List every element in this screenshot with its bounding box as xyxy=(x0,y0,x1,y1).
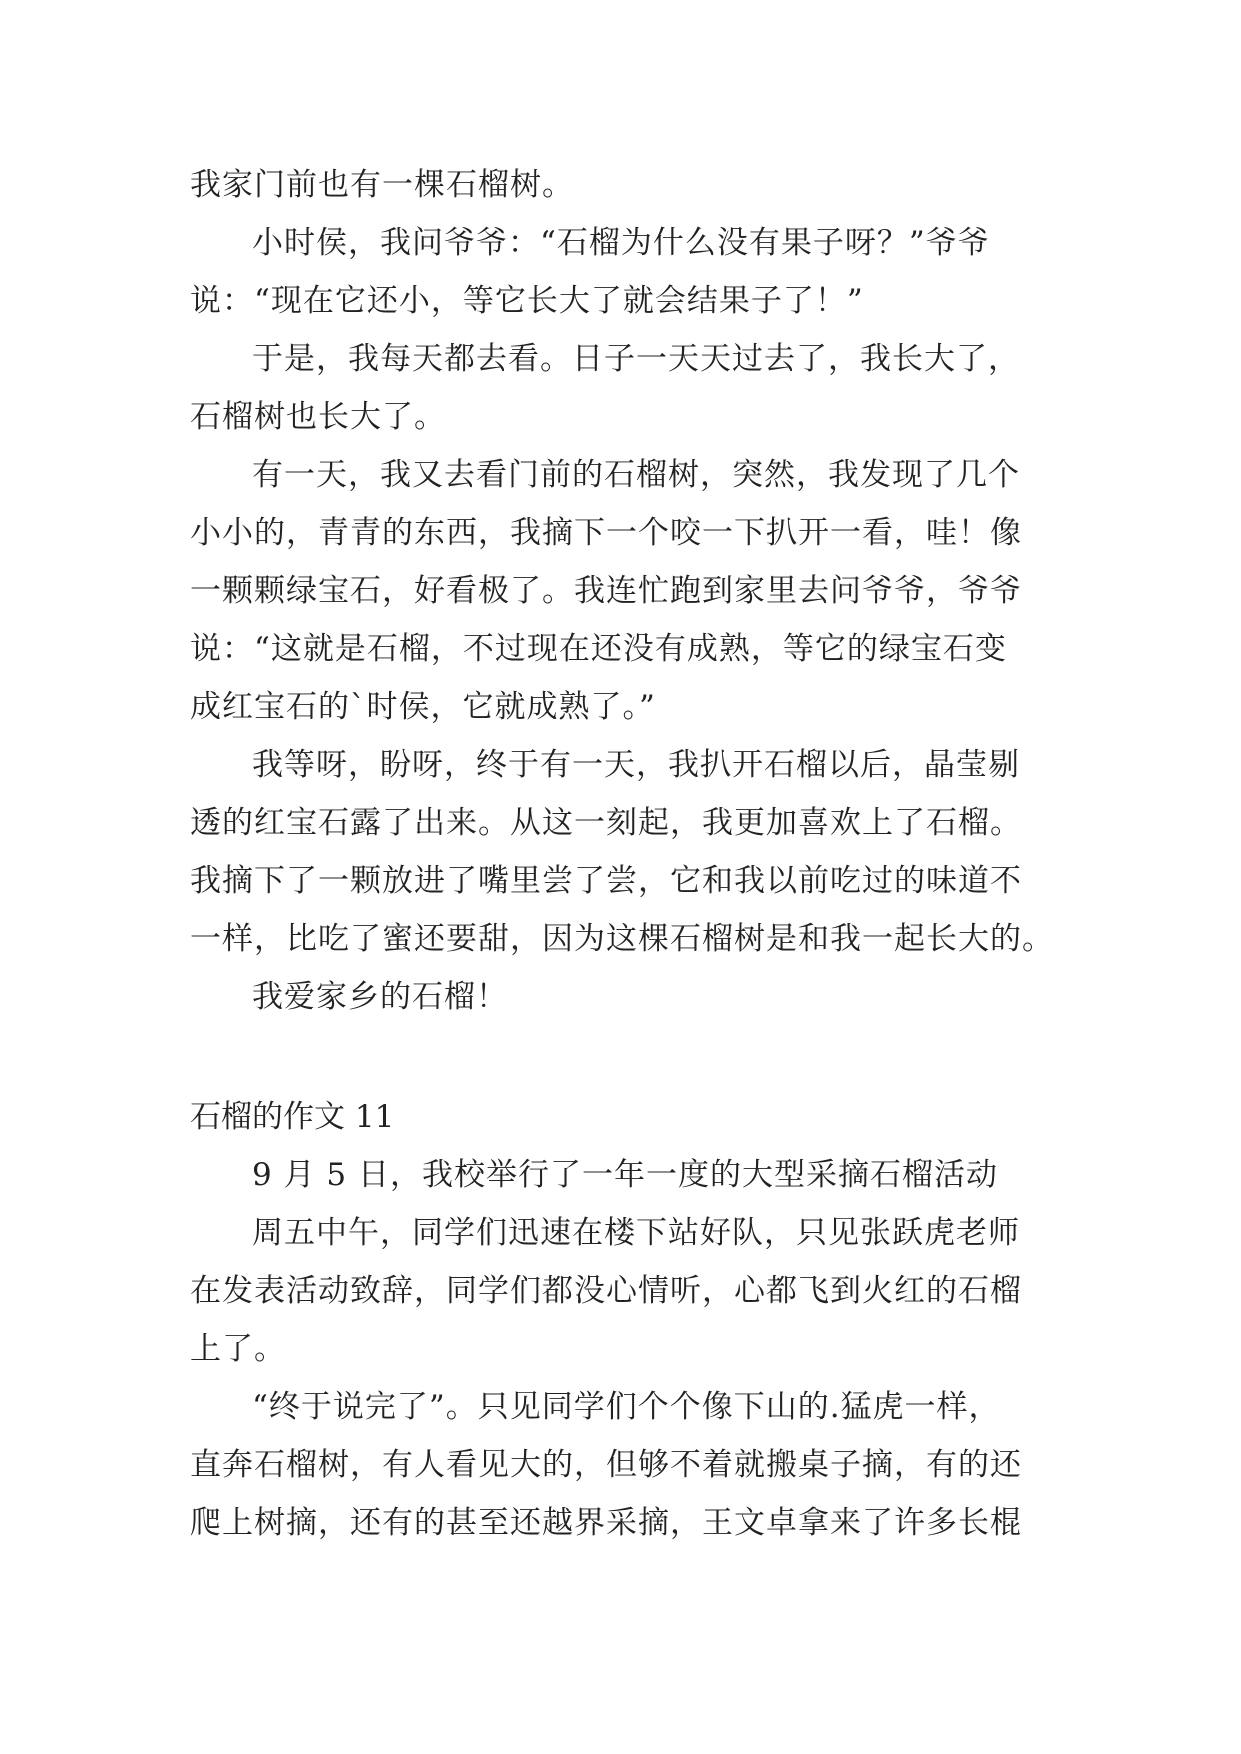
paragraph-line: 9 月 5 日，我校举行了一年一度的大型采摘石榴活动 xyxy=(252,1157,999,1193)
paragraph-line: 于是，我每天都去看。日子一天天过去了，我长大了， xyxy=(252,341,1020,377)
paragraph-line: 我摘下了一颗放进了嘴里尝了尝，它和我以前吃过的味道不 xyxy=(190,863,1022,899)
paragraph-line: 我等呀，盼呀，终于有一天，我扒开石榴以后，晶莹剔 xyxy=(252,747,1020,783)
paragraph-line: “终于说完了”。只见同学们个个像下山的.猛虎一样， xyxy=(252,1389,1001,1425)
paragraph-line: 成红宝石的`时侯，它就成熟了。” xyxy=(190,689,656,725)
paragraph-line: 我爱家乡的石榴！ xyxy=(252,979,508,1015)
essay-title: 石榴的作文 11 xyxy=(190,1099,395,1135)
paragraph-line: 上了。 xyxy=(190,1331,286,1367)
paragraph-line: 直奔石榴树，有人看见大的，但够不着就搬桌子摘，有的还 xyxy=(190,1447,1022,1483)
paragraph-line: 我家门前也有一棵石榴树。 xyxy=(190,167,574,203)
paragraph-line: 小小的，青青的东西，我摘下一个咬一下扒开一看，哇！像 xyxy=(190,515,1022,551)
paragraph-line: 爬上树摘，还有的甚至还越界采摘，王文卓拿来了许多长棍 xyxy=(190,1505,1022,1541)
paragraph-line: 有一天，我又去看门前的石榴树，突然，我发现了几个 xyxy=(252,457,1020,493)
paragraph-line: 说：“这就是石榴，不过现在还没有成熟，等它的绿宝石变 xyxy=(190,631,1007,667)
paragraph-line: 周五中午，同学们迅速在楼下站好队，只见张跃虎老师 xyxy=(252,1215,1020,1251)
paragraph-line: 透的红宝石露了出来。从这一刻起，我更加喜欢上了石榴。 xyxy=(190,805,1022,841)
paragraph-line: 一样，比吃了蜜还要甜，因为这棵石榴树是和我一起长大的。 xyxy=(190,921,1054,957)
paragraph-line: 石榴树也长大了。 xyxy=(190,399,446,435)
paragraph-line: 小时侯，我问爷爷：“石榴为什么没有果子呀？”爷爷 xyxy=(252,225,990,261)
paragraph-line: 在发表活动致辞，同学们都没心情听，心都飞到火红的石榴 xyxy=(190,1273,1022,1309)
paragraph-line: 一颗颗绿宝石，好看极了。我连忙跑到家里去问爷爷，爷爷 xyxy=(190,573,1022,609)
paragraph-line: 说：“现在它还小，等它长大了就会结果子了！” xyxy=(190,283,864,319)
